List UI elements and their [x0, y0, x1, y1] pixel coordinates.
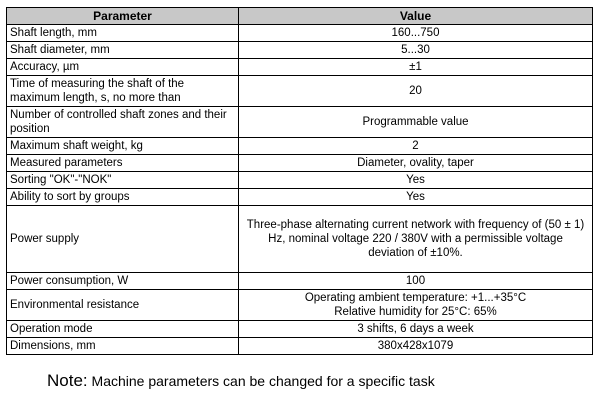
table-row [7, 42, 593, 59]
table-row [7, 25, 593, 42]
table-row [7, 107, 593, 138]
value-shaft-diameter: 5...30 [239, 42, 593, 59]
table-row [7, 138, 593, 155]
footnote [47, 372, 435, 390]
table-header-row [7, 8, 593, 25]
param-controlled-zones: Number of controlled shaft zones and their position [7, 107, 239, 138]
table-row [7, 338, 593, 355]
param-max-weight: Maximum shaft weight, kg [7, 138, 239, 155]
value-accuracy: ±1 [239, 59, 593, 76]
table-row [7, 321, 593, 338]
note-text: Machine parameters can be changed for a specific task [91, 373, 435, 389]
specifications-table [6, 7, 593, 355]
table-row [7, 155, 593, 172]
table-row [7, 172, 593, 189]
table-row [7, 189, 593, 206]
param-environmental-resistance: Environmental resistance [7, 290, 239, 321]
value-dimensions: 380x428x1079 [239, 338, 593, 355]
value-max-weight: 2 [239, 138, 593, 155]
header-parameter: Parameter [7, 8, 239, 25]
table-row [7, 273, 593, 290]
table-row [7, 206, 593, 273]
param-accuracy: Accuracy, µm [7, 59, 239, 76]
value-measuring-time: 20 [239, 76, 593, 107]
header-value: Value [239, 8, 593, 25]
param-sort-by-groups: Ability to sort by groups [7, 189, 239, 206]
param-measured-parameters: Measured parameters [7, 155, 239, 172]
value-sort-by-groups: Yes [239, 189, 593, 206]
param-power-consumption: Power consumption, W [7, 273, 239, 290]
param-power-supply: Power supply [7, 206, 239, 273]
param-measuring-time: Time of measuring the shaft of the maximum length, s, no more than [7, 76, 239, 107]
param-shaft-diameter: Shaft diameter, mm [7, 42, 239, 59]
table-row [7, 59, 593, 76]
note-label: Note: [47, 371, 88, 390]
value-power-consumption: 100 [239, 273, 593, 290]
value-relative-humidity: Relative humidity for 25°C: 65% [334, 306, 497, 318]
param-dimensions: Dimensions, mm [7, 338, 239, 355]
value-measured-parameters: Diameter, ovality, taper [239, 155, 593, 172]
value-environmental-resistance [239, 290, 593, 321]
table-row [7, 76, 593, 107]
value-controlled-zones: Programmable value [239, 107, 593, 138]
value-operation-mode: 3 shifts, 6 days a week [239, 321, 593, 338]
param-sorting: Sorting "OK"-"NOK" [7, 172, 239, 189]
value-shaft-length: 160...750 [239, 25, 593, 42]
table-row [7, 290, 593, 321]
param-shaft-length: Shaft length, mm [7, 25, 239, 42]
value-sorting: Yes [239, 172, 593, 189]
value-ambient-temperature: Operating ambient temperature: +1...+35°C [304, 292, 527, 304]
value-power-supply: Three-phase alternating current network with frequency of (50 ± 1) Hz, nominal voltage 220 / 380V with a permissible voltage deviation of ±10%. [239, 206, 593, 273]
param-operation-mode: Operation mode [7, 321, 239, 338]
